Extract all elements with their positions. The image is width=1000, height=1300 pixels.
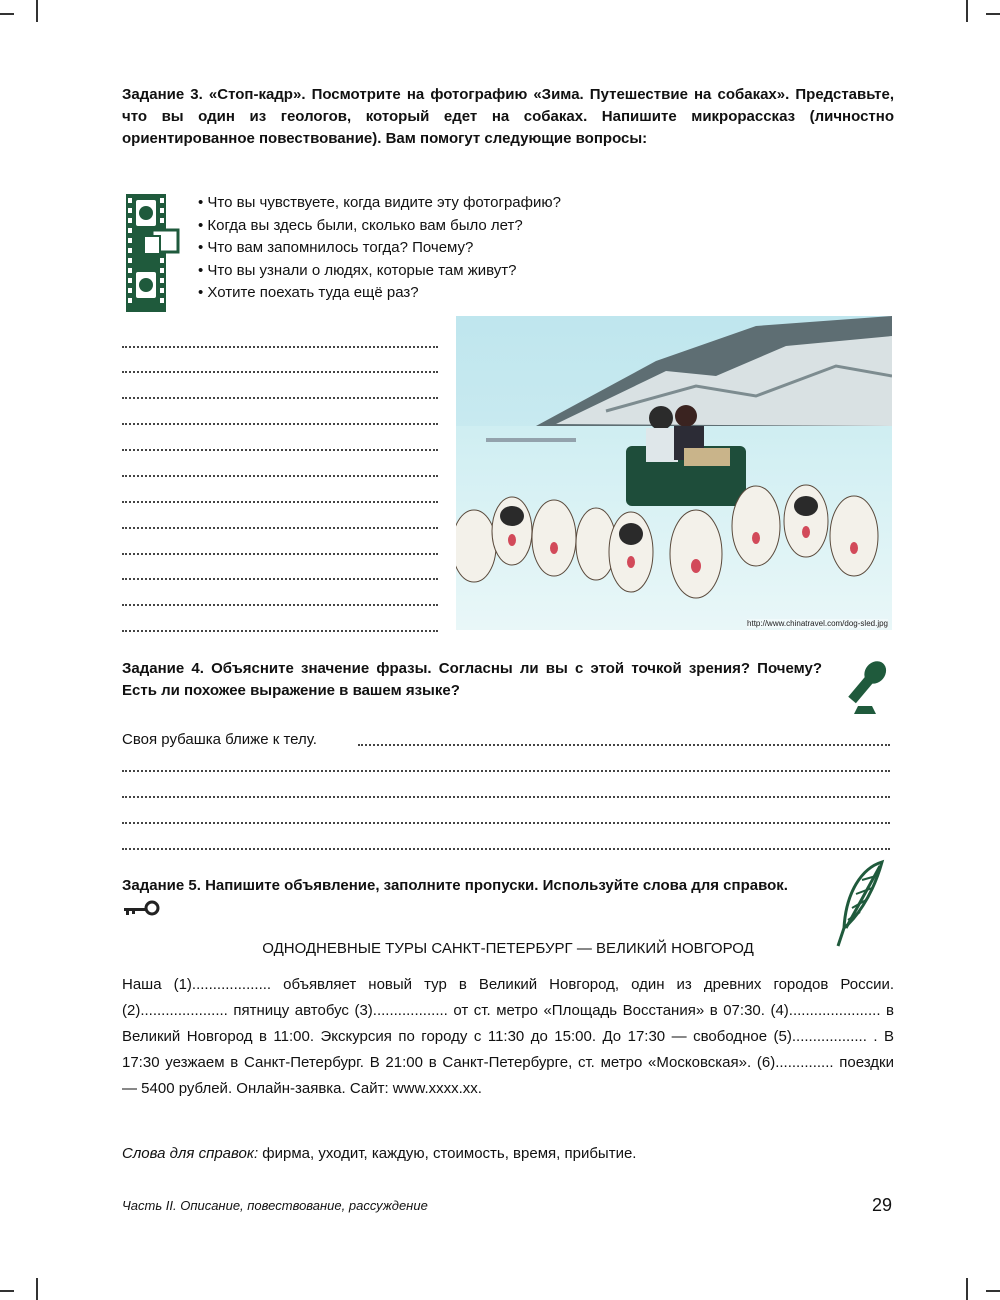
photo-credit: http://www.chinatravel.com/dog-sled.jpg xyxy=(747,619,888,628)
crop-mark xyxy=(0,1290,14,1292)
crop-mark xyxy=(986,13,1000,15)
crop-mark xyxy=(966,1278,968,1300)
task3-text: Задание 3. «Стоп-кадр». Посмотрите на фотографию «Зима. Путешествие на собаках». Представьте, что вы один из геологов, который едет на собаках. Напишите микрорассказ (личностно ориентированное повествование). Вам помогут следующие вопросы: xyxy=(122,86,894,147)
crop-mark xyxy=(36,1278,38,1300)
ad-text: Наша (1)................... объявляет новый тур в Великий Новгород, один из древних городов России. (2)..................... пятницу автобус (3).................. от ст. метро «Площадь Восстания» в 07:30. (4)...................... в Великий Новгород в 11:00. Экскурсия по городу с 11:30 до 15:00. До 17:30 — свободное (5).................. . В 17:30 уезжаем в Санкт-Петербург. В 21:00 в Санкт-Петербурге, ст. метро «Московская». (6).............. поездки — 5400 рублей. Онлайн-заявка. Сайт: www.xxxx.xx. xyxy=(122,976,894,1097)
question-item: • Хотите поехать туда ещё раз? xyxy=(198,282,561,305)
crop-mark xyxy=(966,0,968,22)
feather-quill-icon xyxy=(832,858,892,950)
dog-sled-photo xyxy=(456,316,892,630)
task3-questions xyxy=(198,192,561,305)
page-number: 29 xyxy=(871,1195,892,1215)
reference-label: Слова для справок: xyxy=(122,1145,259,1162)
question-item: • Когда вы здесь были, сколько вам было лет? xyxy=(198,215,561,238)
phrase-text: Своя рубашка ближе к телу. xyxy=(122,731,317,748)
task4-text: Задание 4. Объясните значение фразы. Согласны ли вы с этой точкой зрения? Почему? Есть ли похожее выражение в вашем языке? xyxy=(122,660,822,699)
question-item: • Что вы узнали о людях, которые там живут? xyxy=(198,260,561,283)
reference-list: фирма, уходит, каждую, стоимость, время, прибытие. xyxy=(262,1145,637,1162)
reference-words xyxy=(122,1145,636,1162)
footer-section-title: Часть II. Описание, повествование, рассуждение xyxy=(122,1198,428,1213)
ad-title: ОДНОДНЕВНЫЕ ТУРЫ САНКТ-ПЕТЕРБУРГ — ВЕЛИКИЙ НОВГОРОД xyxy=(262,940,754,957)
crop-mark xyxy=(986,1290,1000,1292)
crop-mark xyxy=(36,0,38,22)
film-strip-icon xyxy=(122,192,184,314)
key-icon xyxy=(122,899,162,917)
question-item: • Что вам запомнилось тогда? Почему? xyxy=(198,237,561,260)
question-item: • Что вы чувствуете, когда видите эту фотографию? xyxy=(198,192,561,215)
crop-mark xyxy=(0,13,14,15)
task5-text xyxy=(122,875,812,919)
microphone-icon xyxy=(832,656,894,718)
task5-text-label: Задание 5. Напишите объявление, заполните пропуски. Используйте слова для справок. xyxy=(122,877,788,894)
